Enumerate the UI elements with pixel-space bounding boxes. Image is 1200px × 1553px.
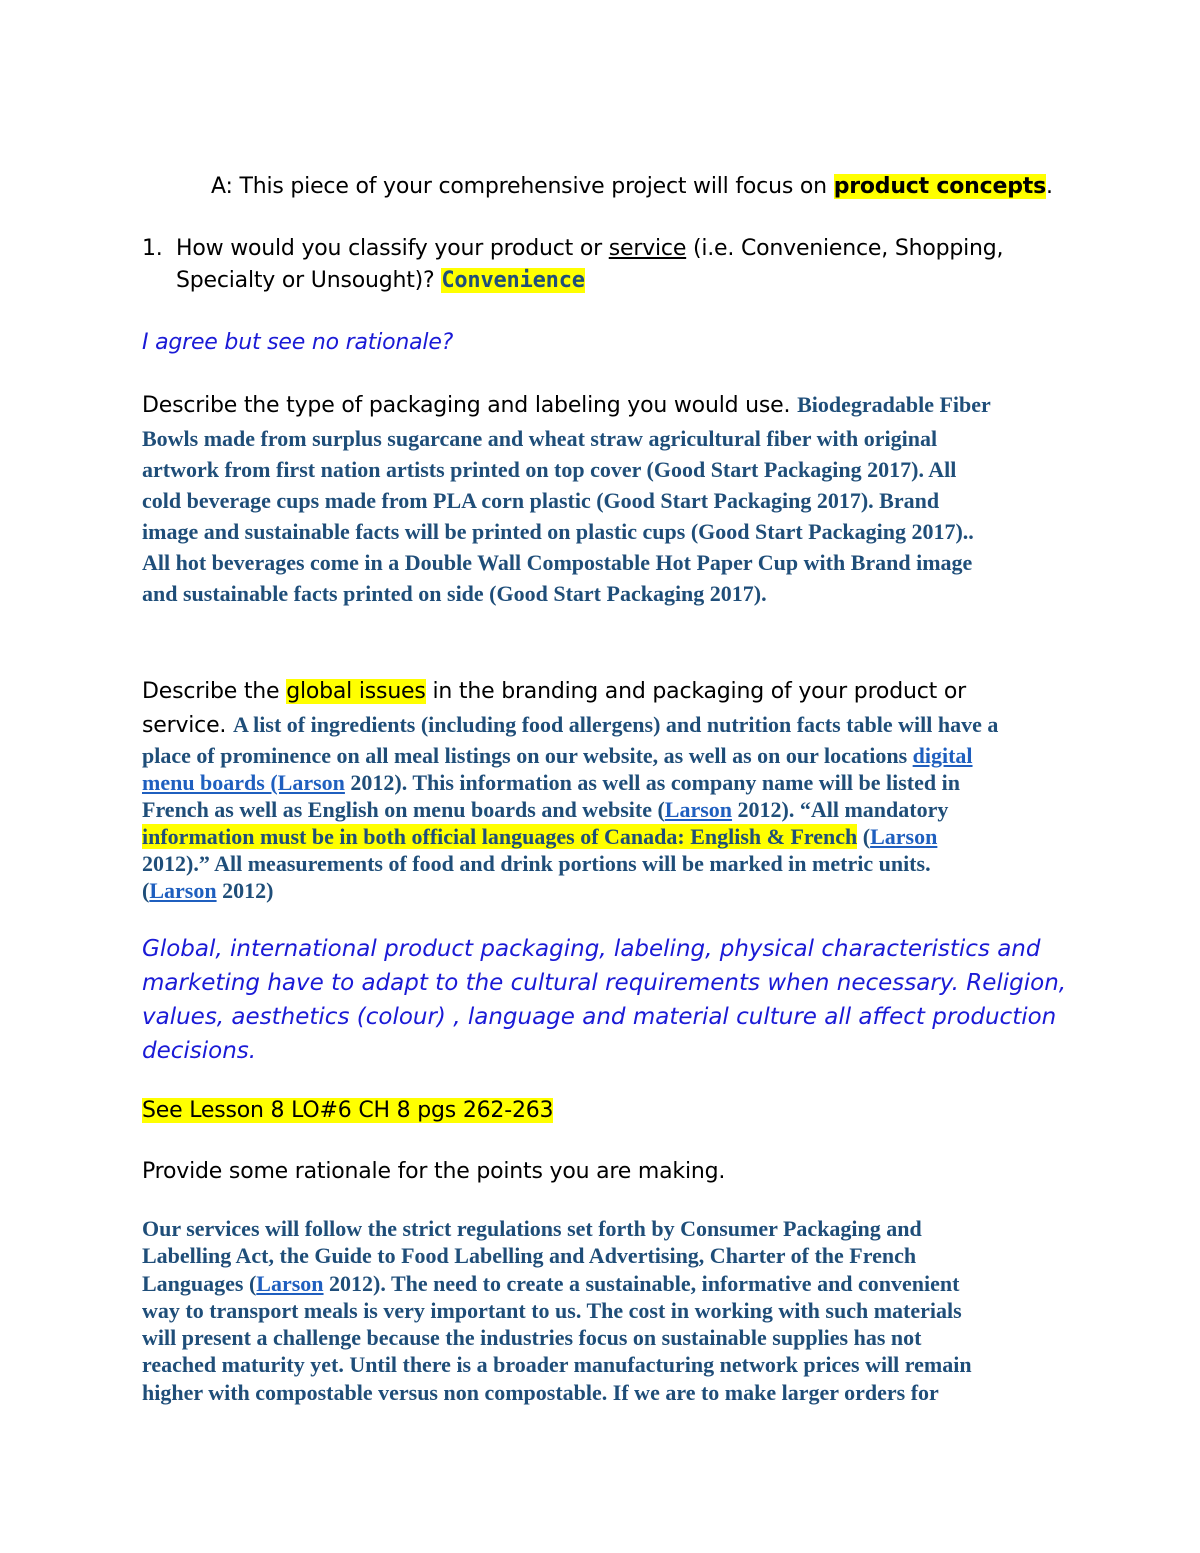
rationale-line: way to transport meals is very important to us. The cost in working with such materials <box>142 1297 962 1323</box>
highlighted-quote: information must be in both official languages of Canada: English & French <box>142 824 858 849</box>
q1-text-a: How would you classify your product or <box>176 236 609 261</box>
heading-prefix: A: This piece of your comprehensive project will focus on <box>211 174 834 199</box>
global-answer-line: 2012). “All mandatory <box>732 797 949 822</box>
packaging-answer <box>142 423 1072 609</box>
rationale-line: higher with compostable versus non compostable. If we are to make larger orders for <box>142 1379 939 1405</box>
q1-underlined-word: service <box>608 236 687 261</box>
global-answer-line: French as well as English on menu boards and website ( <box>142 797 665 822</box>
heading-suffix: . <box>1045 174 1053 199</box>
global-answer-line: place of prominence on all meal listings on our website, as well as on our locations <box>142 743 913 768</box>
instructor-comment-2 <box>142 932 1072 1068</box>
q1-text-c: Specialty or Unsought)? <box>176 268 442 293</box>
rationale-line: Our services will follow the strict regulations set forth by Consumer Packaging and <box>142 1216 922 1241</box>
comment-line: Global, international product packaging, labeling, physical characteristics and <box>142 936 1041 962</box>
global-answer-line: 2012).” All measurements of food and drink portions will be marked in metric units. <box>142 851 931 876</box>
packaging-answer-line: image and sustainable facts will be printed on plastic cups (Good Start Packaging 2017).. <box>142 519 974 544</box>
packaging-answer-line: cold beverage cups made from PLA corn plastic (Good Start Packaging 2017). Brand <box>142 488 940 513</box>
packaging-answer-first: Biodegradable Fiber <box>797 392 991 417</box>
rationale-prompt: Provide some rationale for the points you are making. <box>142 1159 726 1184</box>
global-q-suffix: in the branding and packaging of your product or <box>425 679 966 704</box>
lesson-reference-text: See Lesson 8 LO#6 CH 8 pgs 262-263 <box>142 1098 554 1123</box>
packaging-answer-line: and sustainable facts printed on side (Good Start Packaging 2017). <box>142 581 767 606</box>
instructor-comment-1: I agree but see no rationale? <box>142 330 454 355</box>
larson-link[interactable]: Larson <box>149 878 217 903</box>
packaging-answer-line: Bowls made from surplus sugarcane and wheat straw agricultural fiber with original <box>142 426 938 451</box>
q1-text-b: (i.e. Convenience, Shopping, <box>686 236 1004 261</box>
digital-menu-boards-link[interactable]: digital <box>912 743 973 768</box>
larson-link[interactable]: Larson <box>870 824 938 849</box>
packaging-question: Describe the type of packaging and labeling you would use. <box>142 393 798 418</box>
question-1-number: 1. <box>142 236 163 261</box>
menu-boards-larson-link[interactable]: menu boards (Larson <box>142 770 345 795</box>
global-answer-line: 2012) <box>216 878 274 903</box>
q1-answer: Convenience <box>441 268 585 293</box>
global-answer-line: A list of ingredients (including food allergens) and nutrition facts table will have a <box>233 712 999 737</box>
heading-highlight: product concepts <box>833 174 1046 199</box>
comment-line: marketing have to adapt to the cultural requirements when necessary. Religion, <box>142 970 1067 996</box>
global-q-highlight: global issues <box>286 679 426 704</box>
comment-line: values, aesthetics (colour) , language and material culture all affect production <box>142 1004 1057 1030</box>
global-answer-line: ( <box>857 824 871 849</box>
packaging-answer-line: artwork from first nation artists printed on top cover (Good Start Packaging 2017). All <box>142 457 957 482</box>
global-issues-section <box>142 676 1072 904</box>
larson-link[interactable]: Larson <box>256 1270 324 1296</box>
rationale-line: will present a challenge because the industries focus on sustainable supplies has not <box>142 1325 922 1351</box>
global-answer <box>142 742 1072 904</box>
global-q-line2: service. <box>142 713 233 738</box>
question-1 <box>176 233 1056 297</box>
global-question <box>142 676 1072 708</box>
larson-link[interactable]: Larson <box>664 797 733 822</box>
rationale-line: 2012). The need to create a sustainable, informative and convenient <box>323 1270 960 1296</box>
rationale-line: Languages ( <box>142 1270 257 1296</box>
rationale-answer <box>142 1215 1072 1406</box>
global-answer-line: 2012). This information as well as company name will be listed in <box>344 770 960 795</box>
global-q-prefix: Describe the <box>142 679 287 704</box>
packaging-section <box>142 389 1072 609</box>
packaging-answer-line: All hot beverages come in a Double Wall Compostable Hot Paper Cup with Brand image <box>142 550 973 575</box>
comment-line: decisions. <box>142 1038 257 1064</box>
section-heading <box>211 171 1053 203</box>
rationale-line: reached maturity yet. Until there is a broader manufacturing network prices will remain <box>142 1352 972 1378</box>
rationale-line: Labelling Act, the Guide to Food Labelling and Advertising, Charter of the French <box>142 1243 917 1269</box>
global-answer-line: ( <box>142 878 150 903</box>
lesson-reference <box>142 1095 553 1127</box>
